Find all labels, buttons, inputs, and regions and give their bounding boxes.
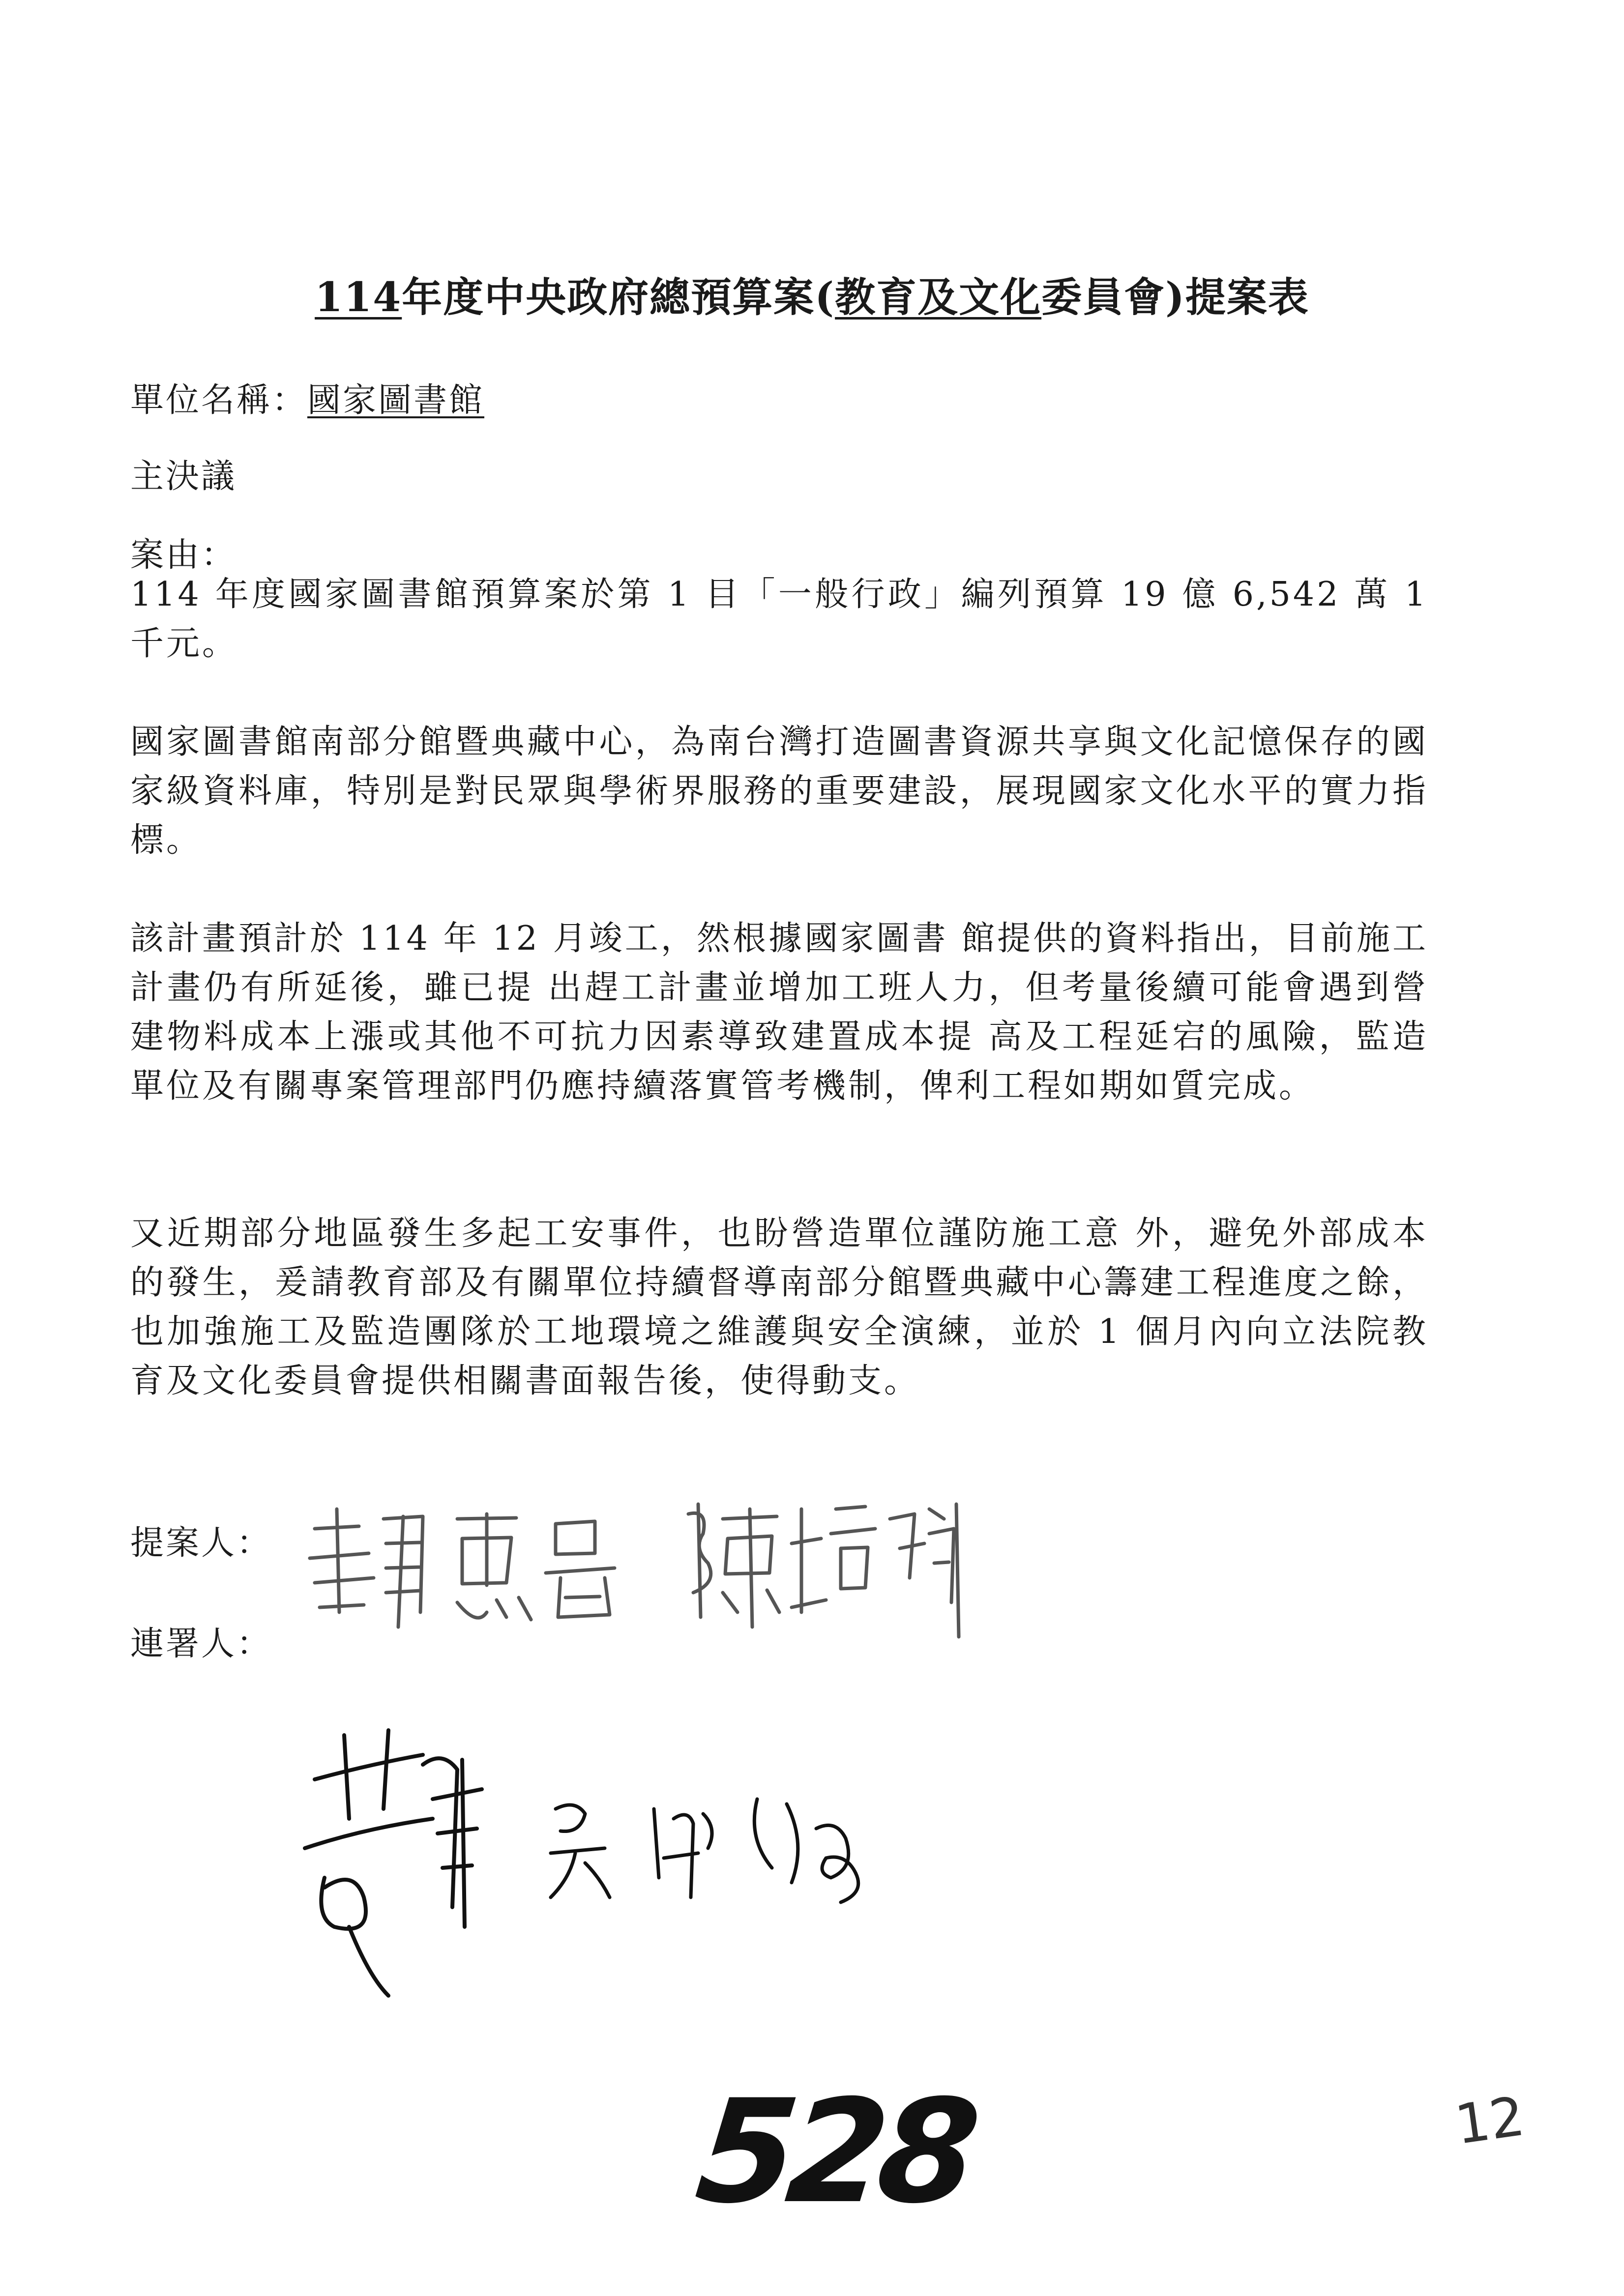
title-part1: 年度中央政府總預算案( [402, 274, 835, 321]
resolution-type: 主決議 [130, 457, 237, 496]
page-number-value: 528 [689, 2069, 978, 2235]
title-year: 114 [315, 274, 402, 321]
unit-label: 單位名稱： [130, 381, 308, 420]
proposer-signature-1 [300, 1499, 644, 1647]
proposer-signature-2 [679, 1489, 983, 1647]
title-committee: 教育及文化 [835, 274, 1042, 321]
proposer-label: 提案人： [130, 1524, 272, 1563]
reason-label: 案由： [130, 536, 237, 575]
unit-name: 國家圖書館 [307, 381, 485, 420]
paragraph-southern-branch: 國家圖書館南部分館暨典藏中心，為南台灣打造圖書資源共享與文化記憶保存的國家級資料庫，特別是對民眾與學術界服務的重要建設，展現國家文化水平的實力指標。 [130, 723, 1428, 860]
corner-mark [1451, 2084, 1529, 2157]
cosigner-label: 連署人： [130, 1625, 272, 1663]
paragraph-schedule-risk: 該計畫預計於 114 年 12 月竣工，然根據國家圖書 館提供的資料指出，目前施工計畫仍有所延後，雖已提 出趕工計畫並增加工班人力，但考量後續可能會遇到營 建物料成本上漲或其他不可抗力因素導致建置成本提 高及工程延宕的風險，監造單位及有關專案管理部門仍應持續落實管考機制，俾利工程如期如質完成。 [130, 919, 1428, 1105]
corner-mark-value: 12 [1451, 2084, 1529, 2157]
title-part2: 委員會)提案表 [1041, 274, 1309, 321]
document-title [0, 265, 1624, 323]
unit-row [130, 374, 484, 421]
paragraph-budget: 114 年度國家圖書館預算案於第 1 目「一般行政」編列預算 19 億 6,542 萬 1 千元。 [130, 575, 1428, 663]
cosigner-signature-2 [541, 1779, 915, 1917]
page-number [689, 2069, 978, 2235]
paragraph-safety-report: 又近期部分地區發生多起工安事件，也盼營造單位謹防施工意 外，避免外部成本的發生，爰請教育部及有關單位持續督導南部分館暨典藏中心籌建工程進度之餘，也加強施工及監造團隊於工地環境之維護與安全演練，並於 1 個月內向立法院教育及文化委員會提供相關書面報告後，使得動支。 [130, 1214, 1428, 1400]
cosigner-signature-1 [295, 1720, 521, 2015]
